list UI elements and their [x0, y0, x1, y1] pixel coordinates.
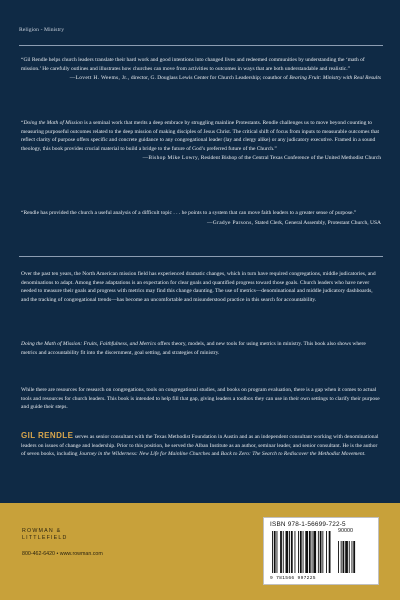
endorsement-quote-2 — [21, 119, 381, 163]
description-paragraph-2 — [21, 340, 381, 357]
bio-book-2: Back to Zero: The Search to Rediscover the Methodist Movement — [220, 451, 365, 458]
price-code: 90000 — [338, 528, 353, 534]
quote-text — [21, 119, 381, 153]
quote-body: is a seminal work that merits a deep embrace by struggling mainline Protestants. Rendle challenges us to move beyond counting to measuring purposeful outcomes related to the deep mission of making disciples of Jesus Christ. The critical shift of focus from inputs to measurable outcomes that reflect clarity of purpose offers specific and concrete guidance to any congregational leader (lay and clergy alike) or any judicatory executive. Framed in a sound theology, this book provides crucial material to build a bridge to the future of God’s preferred future of the Church.” — [21, 120, 380, 152]
quote-book-title: Doing the Math of Mission — [23, 120, 83, 126]
description-paragraph-1: Over the past ten years, the North American mission field has experienced dramatic changes, which in turn have required congregations, middle judicatories, and denominations to adapt. Among these adaptations is an expectation for clear goals and quantified progress toward those goals. Church leaders who have never needed to measure their goals and progress with metrics may find this change daunting. The use of metrics—denominational and middle judicatory dashboards, and the tracking of congregational trends—has become an uncomfortable and misunderstood practice in this search for accountability. — [21, 271, 376, 303]
bio-text: and — [210, 451, 221, 458]
quote-text: “Gil Rendle helps church leaders translate their hard work and good intentions into changed lives and redeemed communities by understanding the ‘math of mission.’ He carefully outlines and illustrates how churches can move from activities to outcomes in ways that are both understandable and realistic.” — [21, 57, 365, 72]
bio-text: serves as senior consultant with the Texas Methodist Foundation in Austin and as an independent consultant working with denominational leaders on issues of change and leadership. Prior to this position, he served the Alban Institute as an author, seminar leader, and senior consultant. He is the author of seven books, including — [21, 434, 379, 458]
quote-attribution — [21, 74, 381, 83]
barcode-digits: 9 781566 997225 — [270, 576, 316, 581]
publisher-contact: 800-462-6420 • www.rowman.com — [22, 551, 103, 557]
attribution-name: —Lovett H. Weems, Jr., — [69, 75, 130, 82]
author-bio — [21, 432, 381, 459]
publisher-name-line-1: ROWMAN & — [22, 528, 62, 534]
attribution-role: director, G. Douglass Lewis Center for Church Leadership; coauthor of — [129, 75, 290, 82]
attribution-role: Resident Bishop of the Central Texas Conference of the United Methodist Church — [199, 155, 381, 162]
divider-middle — [19, 256, 383, 257]
quote-text: “Rendle has provided the church a useful analysis of a difficult topic . . . he points to a system that can move faith leaders to a greater sense of purpose.” — [21, 210, 357, 216]
bio-text: . — [364, 451, 366, 458]
isbn-label: ISBN 978-1-56699-722-5 — [270, 521, 346, 528]
bio-book-1: Journey in the Wilderness: New Life for Mainline Churches — [78, 451, 211, 458]
quote-attribution — [21, 219, 381, 228]
attribution-book: Bearing Fruit: Ministry with Real Results — [289, 75, 381, 82]
category-label: Religion - Ministry — [19, 27, 65, 33]
publisher-logo — [22, 528, 68, 542]
attribution-role: Stated Clerk, General Assembly, Protestant Church, USA — [253, 219, 381, 226]
divider-top — [19, 45, 383, 46]
book-title: Doing the Math of Mission: Fruits, Faithfulness, and Metrics — [21, 341, 157, 347]
endorsement-quote-1 — [21, 56, 381, 83]
description-paragraph-3: While there are resources for research on congregations, tools on congregational studies, and books on program evaluation, there is a gap when it comes to actual tools and resources for church leaders. This book is intended to help fill that gap, giving leaders a toolbox they can use in their own settings to clarify their purpose and guide their steps. — [21, 387, 380, 411]
attribution-name: —Bishop Mike Lowry, — [142, 155, 200, 162]
publisher-name-line-2: LITTLEFIELD — [22, 535, 68, 541]
barcode-image — [270, 531, 372, 575]
attribution-name: —Gradye Parsons, — [206, 219, 254, 226]
quote-open-mark: “ — [21, 120, 24, 126]
author-name: GIL RENDLE — [21, 431, 74, 440]
endorsement-quote-3 — [21, 209, 381, 227]
paragraph-text: offers theory, models, and new tools for using metrics in ministry. This book also shows where metrics and accountability fit into the discernment, goal setting, and strategies of ministry. — [21, 341, 366, 356]
quote-attribution — [21, 154, 381, 163]
